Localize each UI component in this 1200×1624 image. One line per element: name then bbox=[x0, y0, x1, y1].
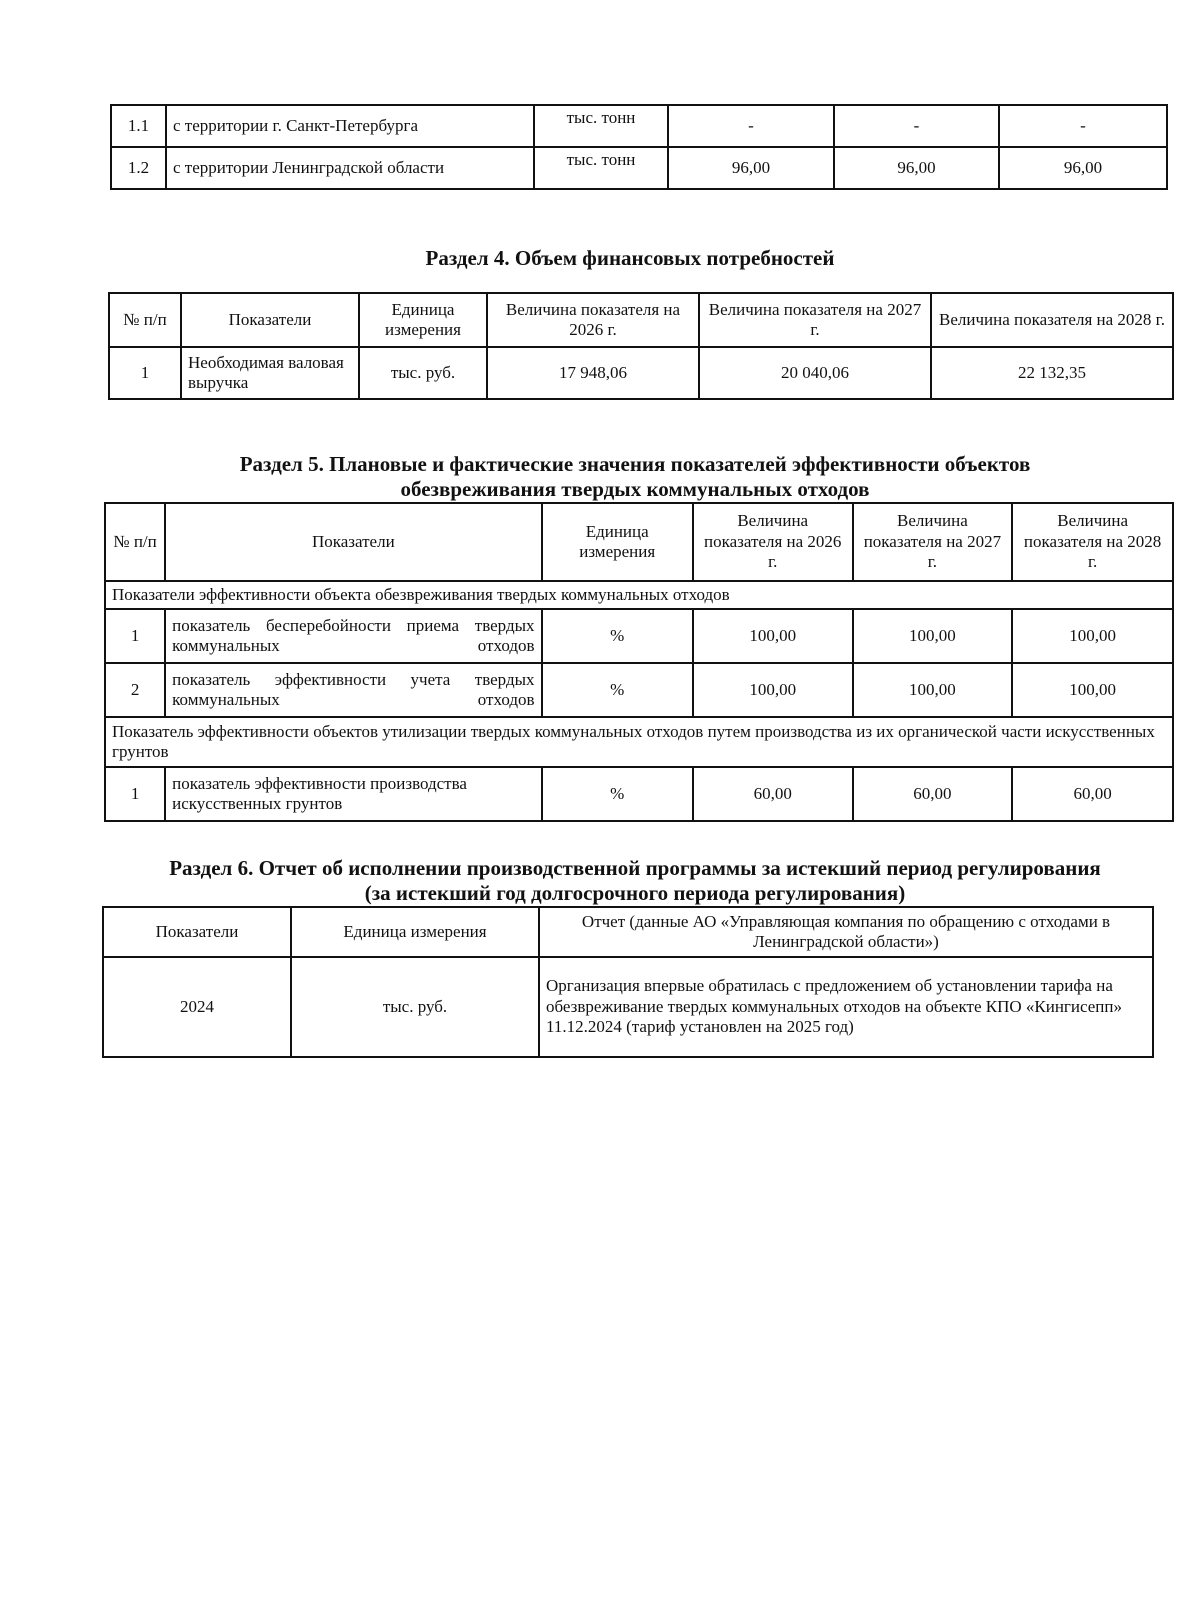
group-header-row bbox=[105, 581, 1173, 609]
section6-table bbox=[102, 906, 1154, 1058]
header-2027: Величина показателя на 2027 г. bbox=[699, 293, 931, 347]
header-indicator: Показатели bbox=[103, 907, 291, 957]
header-num: № п/п bbox=[105, 503, 165, 581]
value-2027: 100,00 bbox=[853, 609, 1013, 663]
header-2026: Величина показателя на 2026 г. bbox=[693, 503, 853, 581]
value-2028: 96,00 bbox=[999, 147, 1167, 189]
row-name: с территории Ленинградской области bbox=[166, 147, 534, 189]
value-2028: 100,00 bbox=[1012, 663, 1173, 717]
row-unit: % bbox=[542, 767, 693, 821]
header-unit: Единица измерения bbox=[291, 907, 539, 957]
row-number: 1 bbox=[109, 347, 181, 399]
table-row bbox=[105, 767, 1173, 821]
header-2028: Величина показателя на 2028 г. bbox=[931, 293, 1173, 347]
value-2026: 100,00 bbox=[693, 663, 853, 717]
value-2026: 96,00 bbox=[668, 147, 834, 189]
section4-table bbox=[108, 292, 1174, 400]
value-2027: 20 040,06 bbox=[699, 347, 931, 399]
table-row bbox=[111, 147, 1167, 189]
table-header-row bbox=[105, 503, 1173, 581]
row-name: показатель эффективности учета твердых коммунальных отходов bbox=[165, 663, 541, 717]
continuation-table bbox=[110, 104, 1168, 190]
group-label: Показатель эффективности объектов утилизации твердых коммунальных отходов путем производства из их органической части искусственных грунтов bbox=[105, 717, 1173, 767]
table-row bbox=[103, 957, 1153, 1057]
row-name: показатель бесперебойности приема твердых коммунальных отходов bbox=[165, 609, 541, 663]
row-name: показатель эффективности производства искусственных грунтов bbox=[165, 767, 541, 821]
row-number: 1 bbox=[105, 767, 165, 821]
row-unit: тыс. тонн bbox=[534, 105, 668, 147]
header-2028: Величина показателя на 2028 г. bbox=[1012, 503, 1173, 581]
row-report: Организация впервые обратилась с предложением об установлении тарифа на обезвреживание твердых коммунальных отходов на объекте КПО «Кингисепп» 11.12.2024 (тариф установлен на 2025 год) bbox=[539, 957, 1153, 1057]
header-unit: Единица измерения bbox=[542, 503, 693, 581]
header-num: № п/п bbox=[109, 293, 181, 347]
value-2026: 60,00 bbox=[693, 767, 853, 821]
value-2028: - bbox=[999, 105, 1167, 147]
value-2027: - bbox=[834, 105, 999, 147]
table-header-row bbox=[109, 293, 1173, 347]
row-name: с территории г. Санкт-Петербурга bbox=[166, 105, 534, 147]
header-report: Отчет (данные АО «Управляющая компания по обращению с отходами в Ленинградской области») bbox=[539, 907, 1153, 957]
header-unit: Единица измерения bbox=[359, 293, 487, 347]
value-2026: - bbox=[668, 105, 834, 147]
row-unit: тыс. руб. bbox=[359, 347, 487, 399]
header-2026: Величина показателя на 2026 г. bbox=[487, 293, 699, 347]
value-2028: 22 132,35 bbox=[931, 347, 1173, 399]
section6-title: Раздел 6. Отчет об исполнении производственной программы за истекший период регулирования (за истекший год долгосрочного периода регулирования) bbox=[169, 856, 1101, 906]
section4-title: Раздел 4. Объем финансовых потребностей bbox=[425, 246, 835, 270]
group-header-row bbox=[105, 717, 1173, 767]
group-label: Показатели эффективности объекта обезвреживания твердых коммунальных отходов bbox=[105, 581, 1173, 609]
table-row bbox=[109, 347, 1173, 399]
value-2026: 100,00 bbox=[693, 609, 853, 663]
table-row bbox=[105, 609, 1173, 663]
header-indicator: Показатели bbox=[181, 293, 359, 347]
value-2026: 17 948,06 bbox=[487, 347, 699, 399]
row-unit: тыс. тонн bbox=[534, 147, 668, 189]
table-row bbox=[111, 105, 1167, 147]
row-unit: % bbox=[542, 663, 693, 717]
row-unit: тыс. руб. bbox=[291, 957, 539, 1057]
row-indicator: 2024 bbox=[103, 957, 291, 1057]
table-header-row bbox=[103, 907, 1153, 957]
value-2028: 100,00 bbox=[1012, 609, 1173, 663]
row-unit: % bbox=[542, 609, 693, 663]
value-2028: 60,00 bbox=[1012, 767, 1173, 821]
table-row bbox=[105, 663, 1173, 717]
section5-table bbox=[104, 502, 1174, 822]
row-number: 2 bbox=[105, 663, 165, 717]
value-2027: 60,00 bbox=[853, 767, 1013, 821]
header-indicator: Показатели bbox=[165, 503, 541, 581]
value-2027: 100,00 bbox=[853, 663, 1013, 717]
row-number: 1.1 bbox=[111, 105, 166, 147]
row-name: Необходимая валовая выручка bbox=[181, 347, 359, 399]
value-2027: 96,00 bbox=[834, 147, 999, 189]
header-2027: Величина показателя на 2027 г. bbox=[853, 503, 1013, 581]
section5-title: Раздел 5. Плановые и фактические значения показателей эффективности объектов обезвреживания твердых коммунальных отходов bbox=[239, 452, 1031, 502]
row-number: 1 bbox=[105, 609, 165, 663]
row-number: 1.2 bbox=[111, 147, 166, 189]
